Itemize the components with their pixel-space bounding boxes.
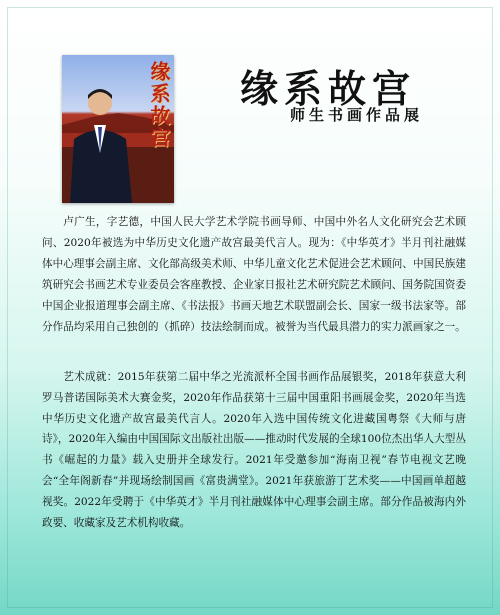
page-subtitle: 师生书画作品展 xyxy=(290,106,424,124)
cover-title: 缘系故宫 xyxy=(147,61,171,149)
page-title: 缘系故宫 xyxy=(240,67,417,111)
artist-achievements: 艺术成就：2015年获第二届中华之光流派杯全国书画作品展银奖，2018年获意大利罗马普诺国际美术大赛金奖，2020年作品获第十三届中国重阳书画展金奖，2020年当选中华历史文化遗产故宫最美代言人。2020年入选中国传统文化进藏国粤祭《大师与唐诗》，2020年入编由中国国际文出版社出版——推动时代发展的全球100位杰出华人大型丛书《崛起的力量》载入史册并全球发行。2021年受邀参加“海南卫视”春节电视文艺晚会“全年阁新春”并现场绘制国画《富贵满堂》。2021年获旅游丁艺术奖——中国画单超越视奖。2022年受聘于《中华英才》半月刊社融媒体中心理事会副主席。部分作品被海内外政要、收藏家及艺术机构收藏。 xyxy=(42,371,466,529)
artist-bio: 卢广生，字艺德，中国人民大学艺术学院书画导师、中国中外名人文化研究会艺术顾问、2020年被选为中华历史文化遗产故宫最美代言人。现为：《中华英才》半月刊社融媒体中心理事会副主席、文化部高级美术师、中华儿童文化艺术促进会艺术顾问、中国民族建筑研究会书画艺术专业委员会客座教授、企业家日报社艺术研究院艺术顾问、国务院国资委中国企业报道理事会副主席、《书法报》书画天地艺术联盟副会长、国家一级书法家等。部分作品均采用自己独创的（抓碎）技法绘制而成。被誉为当代最具潜力的实力派画家之一。 xyxy=(42,216,466,333)
artist-portrait xyxy=(62,55,174,203)
